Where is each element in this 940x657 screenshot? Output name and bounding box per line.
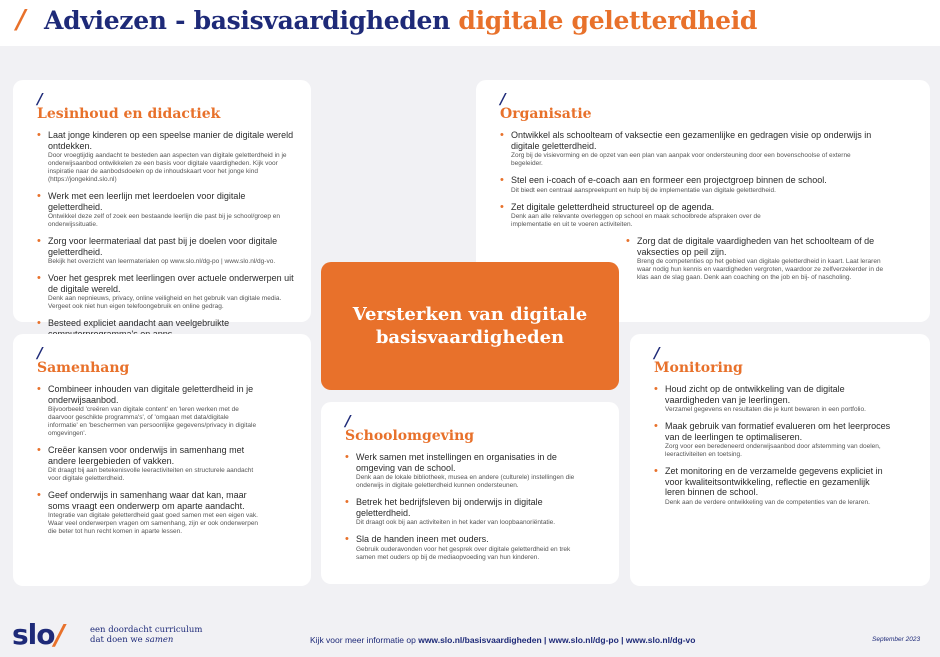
- slash-icon: /: [654, 344, 660, 362]
- slash-icon: /: [500, 90, 506, 108]
- list-item: [37, 490, 259, 536]
- advice-sub: Breng de competenties op het gebied van digitale geletterdheid in kaart. Laat leraren waar nodig hun kennis en vaardigheden vergroten, waardoor ze zelfverzekerder in de klas aan de slag gaan. Denk aan coaching on the job en bij- of nascholing.: [637, 258, 884, 281]
- card-title: Samenhang: [37, 360, 130, 376]
- advice-main: • Werk met een leerlijn met leerdoelen voor digitale geletterdheid.: [48, 191, 246, 212]
- advice-sub: Dit biedt een centraal aanspreekpunt en hulp bij de implementatie van digitale geletterdheid.: [511, 186, 776, 194]
- card-schoolomgeving: [321, 402, 619, 584]
- advice-sub: Denk aan de lokale bibliotheek, musea en andere (culturele) instellingen die onderwijs in digitale geletterdheid kunnen ondersteunen.: [356, 474, 575, 489]
- card-monitoring: [630, 334, 930, 586]
- page-footer: [0, 600, 940, 657]
- footer-info-prefix: Kijk voor meer informatie op: [310, 635, 416, 645]
- advice-sub: Zorg voor een beredeneerd onderwijsaanbod door afstemming van doelen, leeractiviteiten en toetsing.: [665, 443, 881, 458]
- advice-main: • Sla de handen ineen met ouders.: [356, 534, 489, 544]
- advice-main: • Zet monitoring en de verzamelde gegevens expliciet in voor kwaliteitsontwikkeling, reflectie en gezamenlijk leren binnen de school.: [665, 466, 883, 497]
- tagline-line1: een doordacht curriculum: [90, 625, 203, 635]
- card-samenhang: [13, 334, 311, 586]
- slash-icon: /: [37, 90, 43, 108]
- card-title: Schoolomgeving: [345, 428, 475, 444]
- slo-logo: [12, 618, 64, 651]
- advice-main: • Ontwikkel als schoolteam of vaksectie een gezamenlijke en gedragen visie op onderwijs in digitale geletterdheid.: [511, 130, 872, 151]
- advice-main: • Laat jonge kinderen op een speelse manier de digitale wereld ontdekken.: [48, 130, 294, 151]
- tagline: [90, 625, 202, 645]
- advice-main: • Creëer kansen voor onderwijs in samenhang met andere leergebieden of vakken.: [48, 445, 245, 466]
- advice-sub: Gebruik ouderavonden voor het gesprek over digitale geletterdheid en trek samen met ouders op bij de mediaopvoeding van hun kinderen.: [356, 545, 571, 561]
- slash-icon: /: [37, 344, 43, 362]
- publication-date: September 2023: [872, 636, 921, 643]
- advice-main: • Zet digitale geletterdheid structureel op de agenda.: [511, 201, 715, 212]
- list-item: [37, 273, 297, 311]
- advice-sub: Denk aan alle relevante overleggen op school en maak schoolbrede afspraken over de implementatie en uit te voeren activiteiten.: [511, 213, 761, 228]
- slash-icon: /: [16, 5, 26, 35]
- tagline-line2: [90, 635, 202, 645]
- center-title: Versterken van digitale basisvaardigheden: [352, 304, 588, 348]
- card-title: Lesinhoud en didactiek: [37, 106, 221, 122]
- list-item: [500, 130, 884, 168]
- card-title: Monitoring: [654, 360, 743, 376]
- list-item: [654, 466, 892, 507]
- page-title-part2: digitale geletterdheid: [458, 6, 758, 35]
- card-title: Organisatie: [500, 106, 592, 122]
- advice-list: [37, 384, 259, 536]
- advice-main: • Stel een i-coach of e-coach aan en formeer een projectgroep binnen de school.: [511, 175, 827, 185]
- advice-sub: Bekijk het overzicht van leermaterialen op www.slo.nl/dg-po | www.slo.nl/dg-vo.: [48, 258, 276, 265]
- advice-main: • Combineer inhouden van digitale geletterdheid in je onderwijsaanbod.: [48, 384, 254, 405]
- center-banner: [321, 262, 619, 390]
- logo-text: slo: [12, 618, 55, 651]
- list-item: [654, 421, 892, 459]
- advice-list: [500, 130, 884, 282]
- advice-main: • Werk samen met instellingen en organisaties in de omgeving van de school.: [356, 452, 557, 473]
- advice-sub: Zorg bij de visievorming en de opzet van een plan van aanpak voor ondersteuning door een bovenschoolse of externe begeleider.: [511, 152, 851, 167]
- list-item: [500, 175, 884, 195]
- footer-links[interactable]: www.slo.nl/basisvaardigheden | www.slo.nl/dg-po | www.slo.nl/dg-vo: [418, 635, 696, 645]
- advice-sub: Denk aan nepnieuws, privacy, online veiligheid en het gebruik van digitale media. Vergeet ook niet hun eigen telefoongebruik en online gedrag.: [48, 295, 282, 310]
- page-header: [0, 0, 940, 46]
- advice-main: • Betrek het bedrijfsleven bij onderwijs in digitale geletterdheid.: [356, 497, 543, 518]
- footer-info: [310, 635, 695, 645]
- advice-sub: Denk aan de verdere ontwikkeling van de competenties van de leraren.: [665, 498, 870, 506]
- advice-main: • Geef onderwijs in samenhang waar dat kan, maar soms vraagt een onderwerp om aparte aandacht.: [48, 490, 247, 511]
- advice-sub: Door vroegtijdig aandacht te besteden aan aspecten van digitale geletterdheid in je onderwijsaanbod ontwikkelen ze een basis voor digitale vaardigheden. Kijk voor inspiratie naar de aanbodsdoelen op de inhoudskaart voor het jonge kind (https://jongekind.slo.nl): [48, 152, 287, 183]
- advice-sub: Dit draagt ook bij aan activiteiten in het kader van loopbaanoriëntatie.: [356, 519, 556, 526]
- list-item: [626, 236, 895, 282]
- list-item: [37, 130, 297, 184]
- page-title-part1: Adviezen - basisvaardigheden: [44, 6, 450, 35]
- list-item: [37, 384, 259, 438]
- list-item: [37, 236, 297, 266]
- list-item: [500, 202, 761, 230]
- tagline-line2-b: samen: [145, 635, 174, 645]
- advice-list: [345, 452, 583, 562]
- advice-list: [37, 130, 297, 362]
- advice-sub: Dit draagt bij aan betekenisvolle leeractiviteiten en structurele aandacht voor digitale geletterdheid.: [48, 467, 254, 482]
- list-item: [345, 534, 583, 562]
- advice-sub: Ontwikkel deze zelf of zoek een bestaande leerlijn die past bij je school/groep en onderwijssituatie.: [48, 213, 280, 228]
- advice-main: • Besteed expliciet aandacht aan veelgebruikte: [48, 318, 230, 328]
- advice-main: • Houd zicht op de ontwikkeling van de digitale vaardigheden van je leerlingen.: [665, 384, 845, 405]
- tagline-line2-a: dat doen we: [90, 635, 143, 645]
- advice-main: • Maak gebruik van formatief evalueren om het leerproces van de leerlingen te optimaliseren.: [665, 421, 891, 442]
- list-item: [345, 497, 583, 527]
- slash-icon: /: [54, 618, 64, 651]
- list-item: [37, 191, 297, 229]
- list-item: [345, 452, 583, 490]
- advice-list: [654, 384, 892, 507]
- advice-sub: Bijvoorbeeld 'creëren van digitale content' en 'leren werken met de daarvoor geschikte programma's', of 'omgaan met data/digitale informatie' en 'beschermen van persoonlijke gegevens/privacy in digitale omgevingen'.: [48, 406, 257, 437]
- slash-icon: /: [345, 412, 351, 430]
- advice-main: • Zorg voor leermateriaal dat past bij je doelen voor digitale geletterdheid.: [48, 236, 278, 257]
- advice-main: • Voer het gesprek met leerlingen over actuele onderwerpen uit de digitale wereld.: [48, 273, 294, 294]
- advice-main: • Zorg dat de digitale vaardigheden van het schoolteam of de vaksecties op peil zijn.: [637, 236, 875, 257]
- list-item: [654, 384, 892, 414]
- advice-sub: Integratie van digitale geletterdheid gaat goed samen met een eigen vak. Waar veel onderwerpen vragen om samenhang, zijn er ook onderwerpen die beter tot hun recht komen in aparte lessen.: [48, 512, 259, 535]
- list-item: [37, 445, 259, 483]
- card-lesinhoud: [13, 80, 311, 328]
- page-title: [44, 6, 757, 35]
- advice-sub: Verzamel gegevens en resultaten die je kunt bewaren in een portfolio.: [665, 406, 866, 413]
